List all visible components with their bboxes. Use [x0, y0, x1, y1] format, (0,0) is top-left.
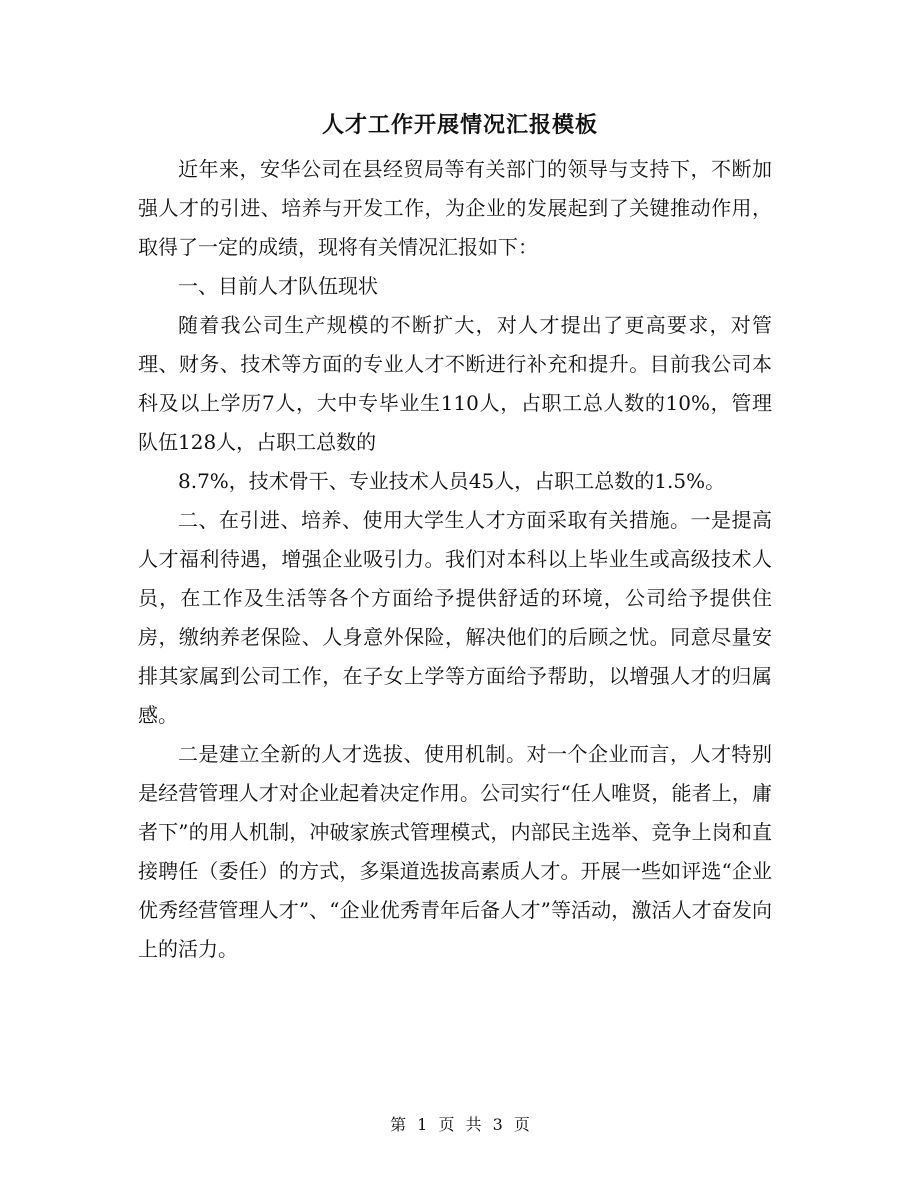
document-body: [138, 150, 772, 969]
paragraph-intro: 近年来，安华公司在县经贸局等有关部门的领导与支持下，不断加强人才的引进、培养与开发工作，为企业的发展起到了关键推动作用，取得了一定的成绩，现将有关情况汇报如下：: [138, 157, 772, 259]
paragraph-percentages: 8.7%，技术骨干、专业技术人员45人，占职工总数的1.5%。: [178, 469, 726, 493]
page-title: 人才工作开展情况汇报模板: [321, 112, 598, 138]
section-heading-current-status: 一、目前人才队伍现状: [178, 274, 378, 298]
paragraph-selection-mechanism: 二是建立全新的人才选拔、使用机制。对一个企业而言，人才特别是经营管理人才对企业起着决定作用。公司实行“任人唯贤，能者上，庸者下”的用人机制，冲破家族式管理模式，内部民主选举、竞争上岗和直接聘任（委任）的方式，多渠道选拔高素质人才。开展一些如评选“企业优秀经营管理人才”、“企业优秀青年后备人才”等活动，激活人才奋发向上的活力。: [138, 742, 772, 961]
paragraph-current-status: 随着我公司生产规模的不断扩大，对人才提出了更高要求，对管理、财务、技术等方面的专业人才不断进行补充和提升。目前我公司本科及以上学历7人，大中专毕业生110人，占职工总人数的10%，管理队伍128人，占职工总数的: [138, 313, 772, 454]
page-number-footer: 第 1 页 共 3 页: [390, 1115, 530, 1134]
paragraph-measures: 二、在引进、培养、使用大学生人才方面采取有关措施。一是提高人才福利待遇，增强企业吸引力。我们对本科以上毕业生或高级技术人员，在工作及生活等各个方面给予提供舒适的环境，公司给予提供住房，缴纳养老保险、人身意外保险，解决他们的后顾之忧。同意尽量安排其家属到公司工作，在子女上学等方面给予帮助，以增强人才的归属感。: [138, 508, 772, 727]
